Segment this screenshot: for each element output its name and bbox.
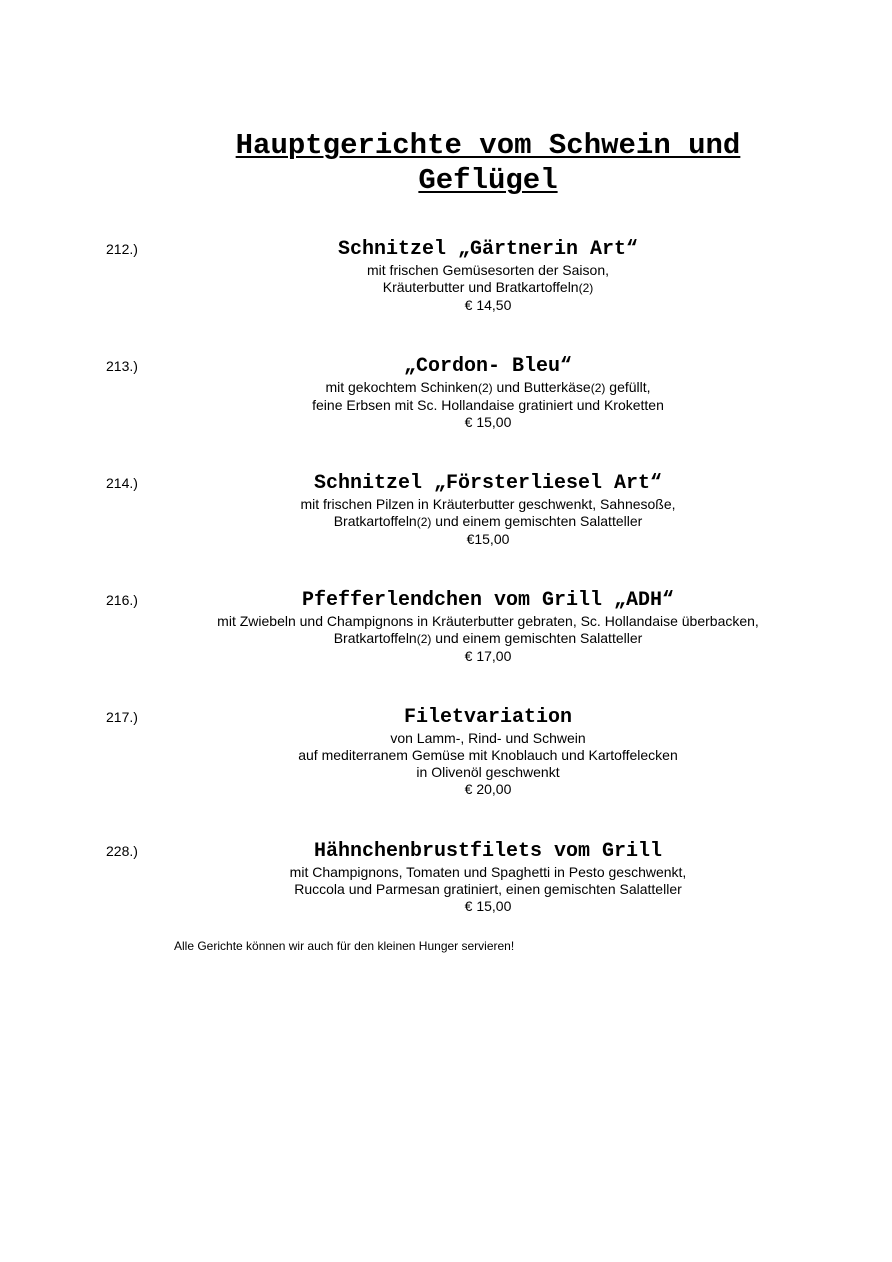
item-price xyxy=(150,414,826,431)
menu-item xyxy=(150,707,826,798)
item-price xyxy=(150,648,826,665)
text-segment: € 14,50 xyxy=(464,297,512,313)
item-number: 217.) xyxy=(106,709,138,725)
footnote: Alle Gerichte können wir auch für den kleinen Hunger servieren! xyxy=(174,939,515,953)
item-price xyxy=(150,898,826,915)
text-segment: und einem gemischten Salatteller xyxy=(431,513,643,529)
item-price xyxy=(150,781,826,798)
text-segment: mit Champignons, Tomaten und Spaghetti in Pesto geschwenkt, xyxy=(289,864,687,880)
item-description xyxy=(150,764,826,781)
item-name: Schnitzel „Försterliesel Art“ xyxy=(313,472,663,495)
item-description xyxy=(150,881,826,898)
item-name: Pfefferlendchen vom Grill „ADH“ xyxy=(301,589,675,612)
additive-note: (2) xyxy=(477,381,493,395)
text-segment: von Lamm-, Rind- und Schwein xyxy=(390,730,586,746)
text-segment: € 17,00 xyxy=(464,648,512,664)
menu-item xyxy=(150,841,826,915)
text-segment: Bratkartoffeln xyxy=(333,513,417,529)
item-number: 228.) xyxy=(106,843,138,859)
item-number: 216.) xyxy=(106,592,138,608)
text-segment: € 15,00 xyxy=(464,898,512,914)
text-segment: in Olivenöl geschwenkt xyxy=(416,764,560,780)
text-segment: mit Zwiebeln und Champignons in Kräuterbutter gebraten, Sc. Hollandaise überbacken, xyxy=(217,613,759,629)
menu-item xyxy=(150,590,826,665)
item-description xyxy=(150,613,826,630)
menu-item xyxy=(150,356,826,431)
additive-note: (2) xyxy=(590,381,606,395)
item-name: „Cordon- Bleu“ xyxy=(403,355,573,378)
item-name: Schnitzel „Gärtnerin Art“ xyxy=(337,238,639,261)
text-segment: € 20,00 xyxy=(464,781,512,797)
item-description xyxy=(150,630,826,648)
item-description xyxy=(150,496,826,513)
item-description xyxy=(150,262,826,279)
text-segment: Bratkartoffeln xyxy=(333,630,417,646)
item-description xyxy=(150,379,826,397)
text-segment: und einem gemischten Salatteller xyxy=(431,630,643,646)
item-number: 214.) xyxy=(106,475,138,491)
item-price xyxy=(150,297,826,314)
text-segment: gefüllt, xyxy=(605,379,651,395)
item-number: 213.) xyxy=(106,358,138,374)
text-segment: mit frischen Pilzen in Kräuterbutter geschwenkt, Sahnesoße, xyxy=(300,496,676,512)
item-description xyxy=(150,730,826,747)
page-title: Hauptgerichte vom Schwein und Geflügel xyxy=(235,129,741,197)
item-description xyxy=(150,279,826,297)
text-segment: Kräuterbutter und Bratkartoffeln xyxy=(382,279,579,295)
item-description xyxy=(150,513,826,531)
additive-note: (2) xyxy=(578,281,594,295)
item-description xyxy=(150,397,826,414)
item-price xyxy=(150,531,826,548)
menu-item xyxy=(150,239,826,314)
item-name: Hähnchenbrustfilets vom Grill xyxy=(313,840,663,863)
item-number: 212.) xyxy=(106,241,138,257)
text-segment: feine Erbsen mit Sc. Hollandaise gratiniert und Kroketten xyxy=(312,397,664,413)
text-segment: auf mediterranem Gemüse mit Knoblauch und Kartoffelecken xyxy=(298,747,678,763)
item-description xyxy=(150,864,826,881)
item-description xyxy=(150,747,826,764)
text-segment: und Butterkäse xyxy=(492,379,591,395)
additive-note: (2) xyxy=(416,515,432,529)
text-segment: €15,00 xyxy=(466,531,510,547)
menu-item xyxy=(150,473,826,548)
additive-note: (2) xyxy=(416,632,432,646)
item-name: Filetvariation xyxy=(403,706,573,729)
text-segment: Ruccola und Parmesan gratiniert, einen gemischten Salatteller xyxy=(294,881,682,897)
text-segment: mit gekochtem Schinken xyxy=(325,379,478,395)
text-segment: mit frischen Gemüsesorten der Saison, xyxy=(367,262,609,278)
text-segment: € 15,00 xyxy=(464,414,512,430)
